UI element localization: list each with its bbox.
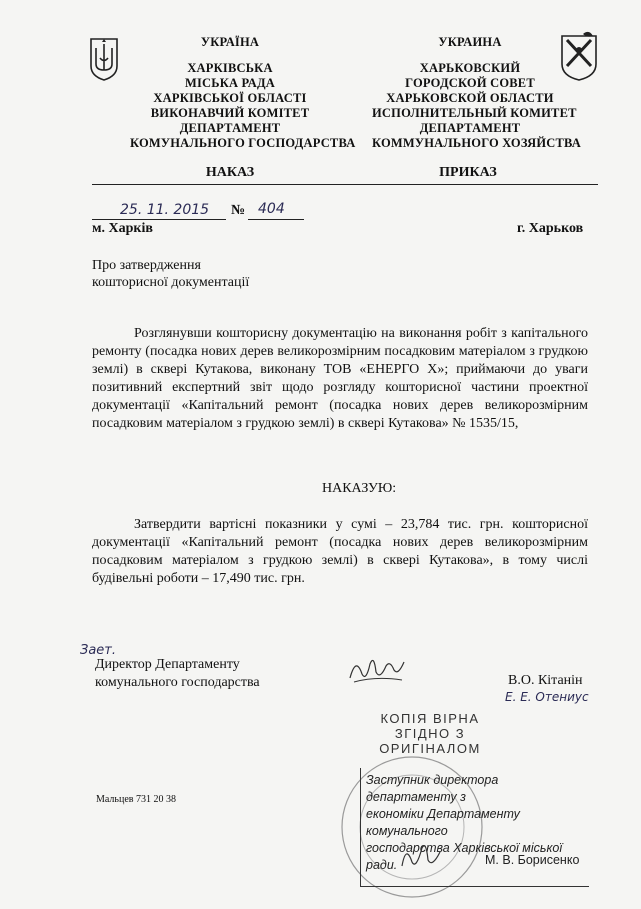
header-left-line: МІСЬКА РАДА <box>184 76 276 90</box>
certifier-signature-icon <box>396 838 446 872</box>
certification-line: Заступник директора департаменту з <box>366 773 499 804</box>
date-underline <box>92 219 226 220</box>
executor-contact: Мальцев 731 20 38 <box>96 794 176 805</box>
order-number: 404 <box>258 201 285 217</box>
position-line: Директор Департаменту <box>95 657 240 672</box>
header-right-line: ХАРЬКОВСКОЙ ОБЛАСТИ <box>386 91 554 105</box>
copy-stamp <box>370 711 490 756</box>
certifier-name: М. В. Борисенко <box>485 853 580 867</box>
handwritten-note: Зает. <box>80 643 117 658</box>
handwritten-name: Е. Е. Отениус <box>505 690 589 704</box>
number-underline <box>248 219 304 220</box>
copy-stamp-line: ЗГІДНО З <box>394 726 466 741</box>
copy-stamp-line: КОПІЯ ВІРНА <box>380 711 480 726</box>
header-rule <box>92 184 598 185</box>
city-ua: м. Харків <box>92 221 153 236</box>
certification-line: господарства Харківської міської ради. <box>366 841 563 872</box>
header-right-line: КОММУНАЛЬНОГО ХОЗЯЙСТВА <box>372 136 582 150</box>
signatory-name: В.О. Кітанін <box>508 673 583 688</box>
header-right-line: ХАРЬКОВСКИЙ <box>419 61 521 75</box>
header-left-line: КОМУНАЛЬНОГО ГОСПОДАРСТВА <box>130 136 356 150</box>
subject-line: Про затвердження <box>92 258 201 273</box>
subject-line: кошторисної документації <box>92 275 250 290</box>
decree-paragraph: Затвердити вартісні показники у сумі – 23,784 тис. грн. кошторисної документації «Капітальний ремонт (посадка нових дерев великорозмірним посадковим матеріалом з грудкою землі) в сквері Кутакова», в тому числі будівельні роботи – 17,490 тис. грн. <box>92 517 588 586</box>
signatory-position <box>95 656 260 692</box>
preamble-paragraph: Розглянувши кошторисну документацію на виконання робіт з капітального ремонту (посадка нових дерев великорозмірним посадковим матеріалом з грудкою землі) в сквері Кутакова, виконану ТОВ «ЕНЕРГО Х»; приймаючи до уваги позитивний експертний звіт щодо розгляду кошторисної частини проектної документації «Капітальний ремонт (посадка нових дерев великорозмірним посадковим матеріалом з грудкою землі) в сквері Кутакова» № 1535/15, <box>92 326 588 431</box>
certification-line: економіки Департаменту комунального <box>366 807 520 838</box>
header-left <box>130 35 356 151</box>
trident-emblem-icon <box>88 36 120 82</box>
header-right-line: ГОРОДСКОЙ СОВЕТ <box>405 76 535 90</box>
country-ru: УКРАИНА <box>438 35 502 49</box>
header-left-line: ДЕПАРТАМЕНТ <box>179 121 281 135</box>
decree-heading: НАКАЗУЮ: <box>322 481 397 496</box>
order-number-label: № <box>231 203 246 218</box>
copy-stamp-line: ОРИГІНАЛОМ <box>379 741 481 756</box>
position-line: комунального господарства <box>95 675 260 690</box>
header-left-line: ХАРКІВСЬКОЇ ОБЛАСТІ <box>153 91 307 105</box>
city-ru: г. Харьков <box>517 221 584 236</box>
header-left-line: ХАРКІВСЬКА <box>187 61 273 75</box>
header-right-line: ИСПОЛНИТЕЛЬНЫЙ КОМИТЕТ <box>372 106 577 120</box>
doc-type-ua: НАКАЗ <box>205 165 255 180</box>
header-left-line: ВИКОНАВЧИЙ КОМІТЕТ <box>150 106 310 120</box>
order-date: 25. 11. 2015 <box>120 202 210 218</box>
header-right <box>372 35 582 151</box>
doc-type-ru: ПРИКАЗ <box>439 165 497 180</box>
subject <box>92 257 249 291</box>
country-ua: УКРАЇНА <box>200 35 260 49</box>
header-right-line: ДЕПАРТАМЕНТ <box>419 121 521 135</box>
director-signature-icon <box>346 652 408 686</box>
